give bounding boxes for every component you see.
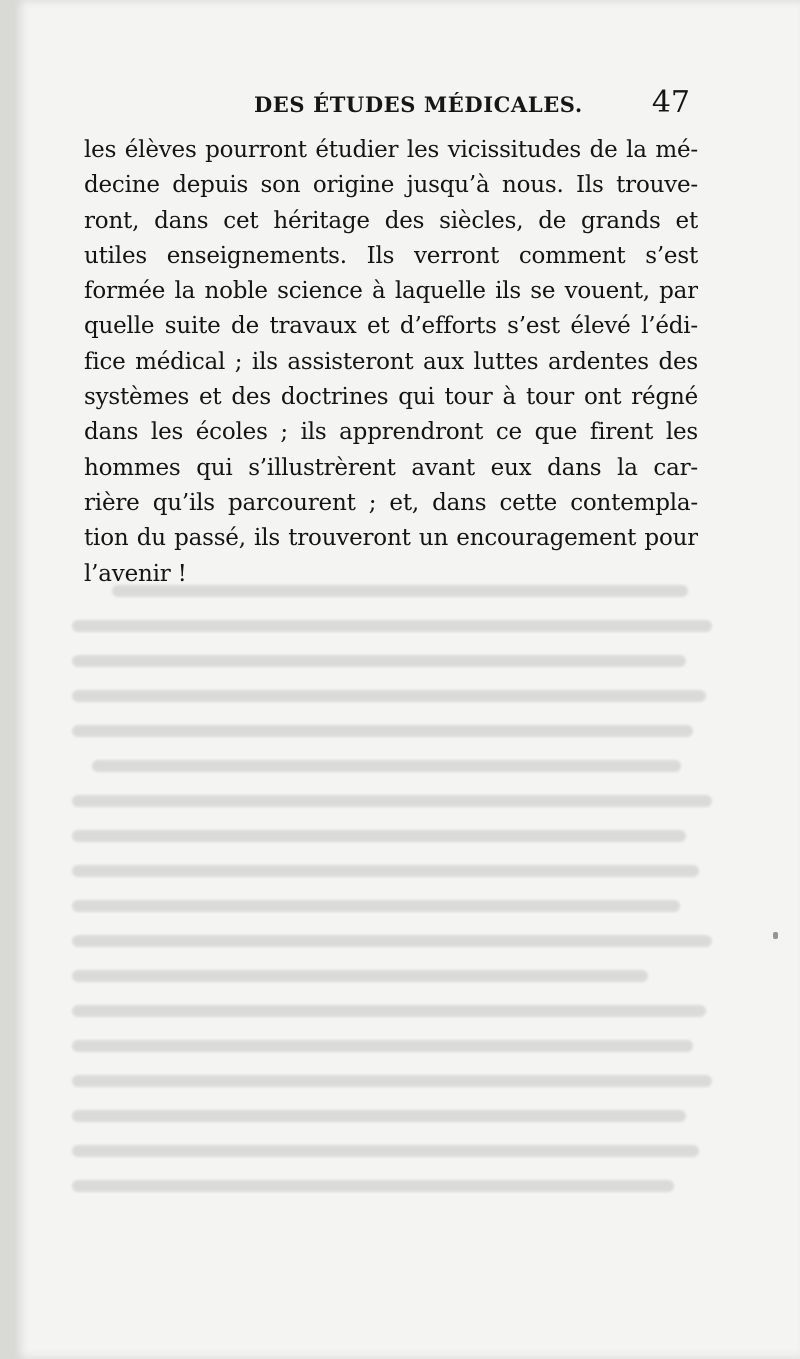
paper-speck [773,932,778,939]
text-line: formée la noble science à laquelle ils se vouent, par [84,278,698,305]
text-line: les élèves pourront étudier les vicissitudes de la mé- [84,137,698,163]
text-line: quelle suite de travaux et d’efforts s’est élevé l’édi- [84,313,698,340]
text-line: decine depuis son origine jusqu’à nous. Ils trouve- [84,172,698,199]
text-line: fice médical ; ils assisteront aux luttes ardentes des [84,348,698,375]
text-line: l’avenir ! [84,560,187,587]
text-line: ront, dans cet héritage des siècles, de grands et [84,207,698,234]
page-number: 47 [651,85,690,120]
text-line: dans les écoles ; ils apprendront ce que firent les [84,419,698,446]
page-header [84,86,698,126]
text-line: systèmes et des doctrines qui tour à tour ont régné [84,384,698,411]
running-head: DES ÉTUDES MÉDICALES. [254,92,583,117]
book-page [14,0,800,1359]
text-line: hommes qui s’illustrèrent avant eux dans la car- [84,454,698,481]
show-through-texture [72,575,712,1215]
text-line: rière qu’ils parcourent ; et, dans cette contempla- [84,489,698,516]
text-line: tion du passé, ils trouveront un encouragement pour [84,525,698,552]
text-line: utiles enseignements. Ils verront comment s’est [84,242,698,269]
body-text [84,133,698,592]
